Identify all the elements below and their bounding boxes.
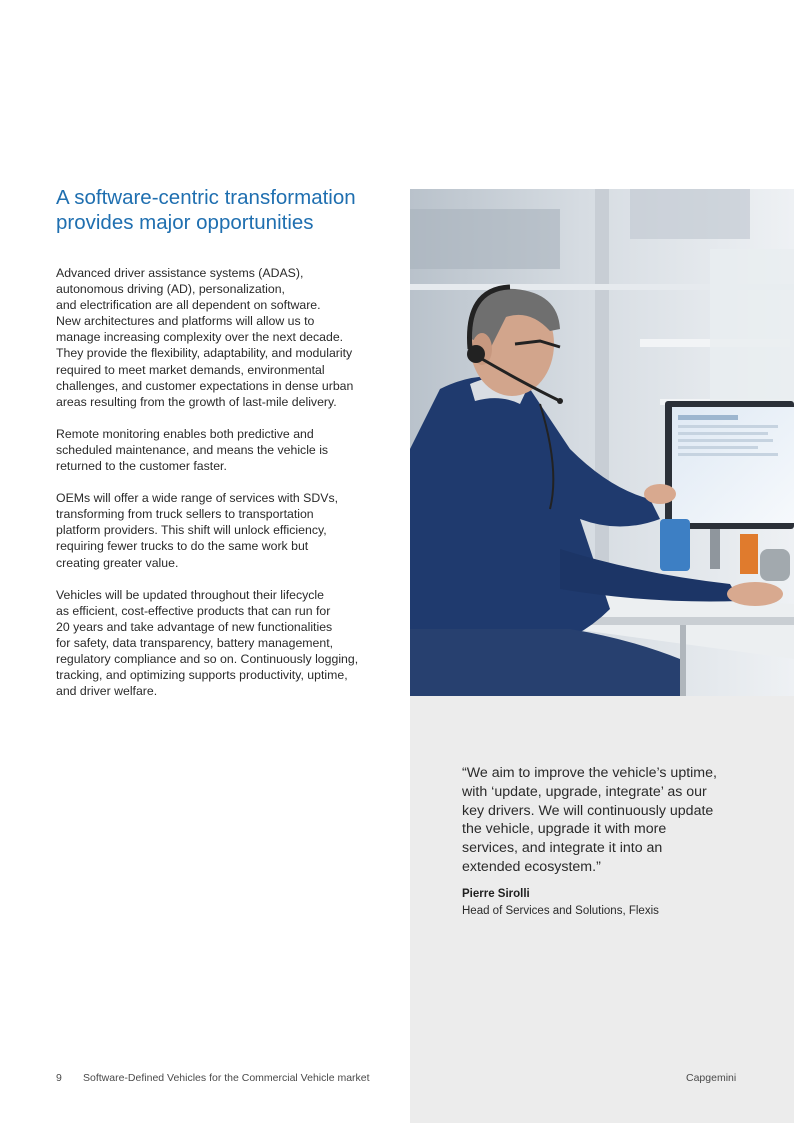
page-number: 9	[56, 1072, 62, 1084]
photo-illustration	[410, 189, 794, 696]
pull-quote: “We aim to improve the vehicle’s uptime, with ‘update, upgrade, integrate’ as our key drivers. We will continuously update the vehicle, upgrade it with more services, and integrate it into an extended ecosystem.”	[462, 765, 717, 875]
paragraph-oem-services: OEMs will offer a wide range of services with SDVs, transforming from truck sellers to transportation platform providers. This shift will unlock efficiency, requiring fewer trucks to do the same work but creating greater value.	[56, 491, 339, 570]
paragraph-remote-monitoring: Remote monitoring enables both predictive and scheduled maintenance, and means the vehicle is returned to the customer faster.	[56, 426, 329, 474]
operator-photo	[410, 189, 794, 696]
section-heading: A software-centric transformation provides major opportunities	[56, 186, 356, 234]
paragraph-adas: Advanced driver assistance systems (ADAS), autonomous driving (AD), personalization, and electrification are all dependent on software. New architectures and platforms will allow us to manage increasing complexity over the next decade. They provide the flexibility, adaptability, and modularity required to meet market demands, environmental challenges, and customer expectations in dense urban areas resulting from the growth of last-mile delivery.	[56, 266, 354, 409]
quote-author-role: Head of Services and Solutions, Flexis	[462, 905, 659, 917]
body-text-column	[56, 265, 396, 715]
quote-author: Pierre Sirolli	[462, 888, 530, 900]
footer-title: Software-Defined Vehicles for the Commercial Vehicle market	[83, 1072, 370, 1084]
footer-brand: Capgemini	[686, 1072, 737, 1084]
paragraph-vehicle-lifecycle: Vehicles will be updated throughout their lifecycle as efficient, cost-effective products that can run for 20 years and take advantage of new functionalities for safety, data transparency, battery management, regulatory compliance and so on. Continuously logging, tracking, and optimizing supports productivity, uptime, and driver welfare.	[56, 587, 359, 699]
